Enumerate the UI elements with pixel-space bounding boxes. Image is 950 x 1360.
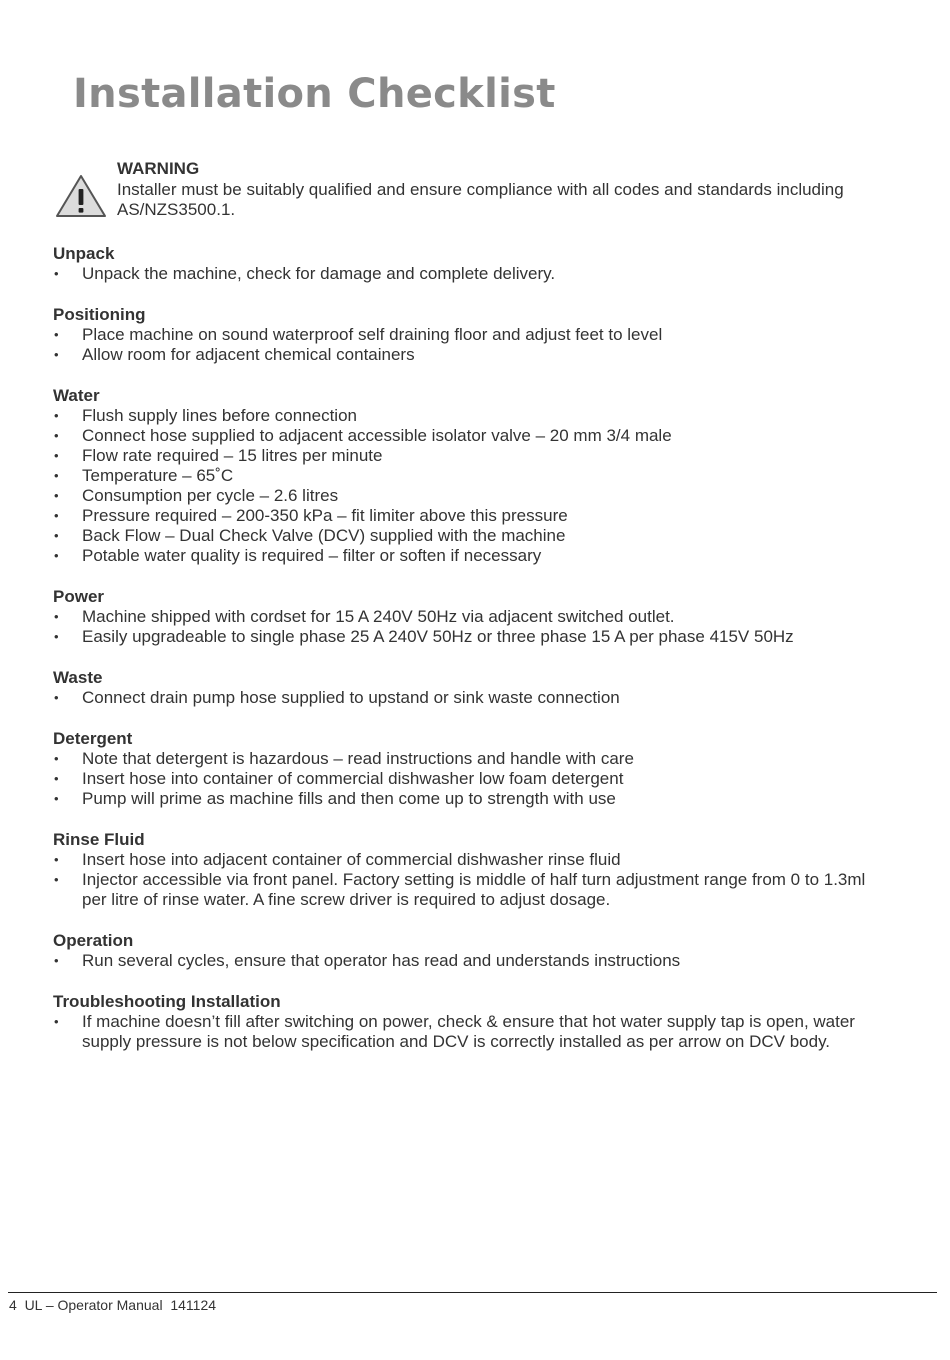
bullet-icon: • <box>54 953 59 968</box>
section-heading: Troubleshooting Installation <box>53 992 281 1011</box>
warning-text-block <box>117 158 887 220</box>
bullet-icon: • <box>54 266 59 281</box>
section-heading: Rinse Fluid <box>53 830 145 849</box>
section-heading: Positioning <box>53 305 146 324</box>
checklist-list <box>53 749 893 809</box>
bullet-icon: • <box>54 852 59 867</box>
checklist-list <box>53 1012 893 1052</box>
section-heading: Power <box>53 587 105 606</box>
warning-triangle-icon <box>55 174 107 218</box>
bullet-icon: • <box>54 690 59 705</box>
list-item-text: Pressure required – 200-350 kPa – fit limiter above this pressure <box>82 506 568 525</box>
checklist-list <box>53 850 893 910</box>
list-item-text: Unpack the machine, check for damage and complete delivery. <box>82 264 556 283</box>
list-item-text: Potable water quality is required – filter or soften if necessary <box>82 546 542 565</box>
list-item <box>53 1012 893 1052</box>
footer-divider <box>8 1292 937 1293</box>
warning-heading: WARNING <box>117 159 200 178</box>
list-item <box>53 446 893 466</box>
list-item-text: Allow room for adjacent chemical containers <box>82 345 415 364</box>
bullet-icon: • <box>54 791 59 806</box>
warning-body: Installer must be suitably qualified and ensure compliance with all codes and standards including AS/NZS3500.1. <box>117 180 844 219</box>
bullet-icon: • <box>54 428 59 443</box>
bullet-icon: • <box>54 771 59 786</box>
list-item-text: Flush supply lines before connection <box>82 406 357 425</box>
list-item <box>53 345 893 365</box>
list-item <box>53 466 893 486</box>
checklist-section <box>53 385 893 566</box>
list-item <box>53 325 893 345</box>
checklist-list <box>53 951 893 971</box>
list-item <box>53 789 893 809</box>
checklist-section <box>53 991 893 1052</box>
section-heading: Detergent <box>53 729 133 748</box>
list-item-text: Connect drain pump hose supplied to upstand or sink waste connection <box>82 688 620 707</box>
list-item-text: Note that detergent is hazardous – read instructions and handle with care <box>82 749 634 768</box>
list-item <box>53 526 893 546</box>
list-item-text: Easily upgradeable to single phase 25 A 240V 50Hz or three phase 15 A per phase 415V 50Hz <box>82 627 794 646</box>
list-item <box>53 506 893 526</box>
list-item <box>53 870 893 910</box>
list-item-text: Connect hose supplied to adjacent accessible isolator valve – 20 mm 3/4 male <box>82 426 672 445</box>
checklist-section <box>53 304 893 365</box>
checklist-list <box>53 607 893 647</box>
list-item <box>53 769 893 789</box>
list-item <box>53 406 893 426</box>
list-item <box>53 627 893 647</box>
bullet-icon: • <box>54 408 59 423</box>
list-item <box>53 264 893 284</box>
checklist-sections <box>53 243 893 1072</box>
bullet-icon: • <box>54 548 59 563</box>
checklist-section <box>53 243 893 284</box>
list-item <box>53 951 893 971</box>
bullet-icon: • <box>54 347 59 362</box>
list-item <box>53 607 893 627</box>
checklist-section <box>53 667 893 708</box>
list-item <box>53 749 893 769</box>
checklist-section <box>53 586 893 647</box>
list-item-text: Place machine on sound waterproof self draining floor and adjust feet to level <box>82 325 663 344</box>
list-item-text: Machine shipped with cordset for 15 A 240V 50Hz via adjacent switched outlet. <box>82 607 675 626</box>
bullet-icon: • <box>54 609 59 624</box>
bullet-icon: • <box>54 1014 59 1029</box>
checklist-list <box>53 406 893 566</box>
bullet-icon: • <box>54 528 59 543</box>
list-item-text: Run several cycles, ensure that operator has read and understands instructions <box>82 951 681 970</box>
list-item <box>53 850 893 870</box>
list-item-text: If machine doesn’t fill after switching on power, check & ensure that hot water supply tap is open, water supply pressure is not below specification and DCV is correctly installed as per arrow on DCV body. <box>82 1012 855 1051</box>
section-heading: Unpack <box>53 244 115 263</box>
checklist-section <box>53 930 893 971</box>
list-item-text: Insert hose into adjacent container of commercial dishwasher rinse fluid <box>82 850 621 869</box>
list-item-text: Injector accessible via front panel. Factory setting is middle of half turn adjustment range from 0 to 1.3ml per litre of rinse water. A fine screw driver is required to adjust dosage. <box>82 870 866 909</box>
section-heading: Operation <box>53 931 134 950</box>
list-item <box>53 546 893 566</box>
list-item <box>53 486 893 506</box>
checklist-list <box>53 325 893 365</box>
bullet-icon: • <box>54 488 59 503</box>
list-item-text: Flow rate required – 15 litres per minute <box>82 446 383 465</box>
bullet-icon: • <box>54 751 59 766</box>
list-item <box>53 426 893 446</box>
checklist-list <box>53 264 893 284</box>
checklist-section <box>53 829 893 910</box>
list-item-text: Pump will prime as machine fills and then come up to strength with use <box>82 789 616 808</box>
section-heading: Waste <box>53 668 103 687</box>
bullet-icon: • <box>54 629 59 644</box>
bullet-icon: • <box>54 448 59 463</box>
bullet-icon: • <box>54 508 59 523</box>
list-item-text: Consumption per cycle – 2.6 litres <box>82 486 339 505</box>
list-item-text: Temperature – 65˚C <box>82 466 234 485</box>
section-heading: Water <box>53 386 100 405</box>
list-item-text: Back Flow – Dual Check Valve (DCV) supplied with the machine <box>82 526 566 545</box>
footer-text: 4 UL – Operator Manual 141124 <box>9 1297 217 1313</box>
list-item-text: Insert hose into container of commercial dishwasher low foam detergent <box>82 769 624 788</box>
page-title: Installation Checklist <box>73 71 556 117</box>
checklist-section <box>53 728 893 809</box>
bullet-icon: • <box>54 327 59 342</box>
bullet-icon: • <box>54 872 59 887</box>
list-item <box>53 688 893 708</box>
bullet-icon: • <box>54 468 59 483</box>
checklist-list <box>53 688 893 708</box>
